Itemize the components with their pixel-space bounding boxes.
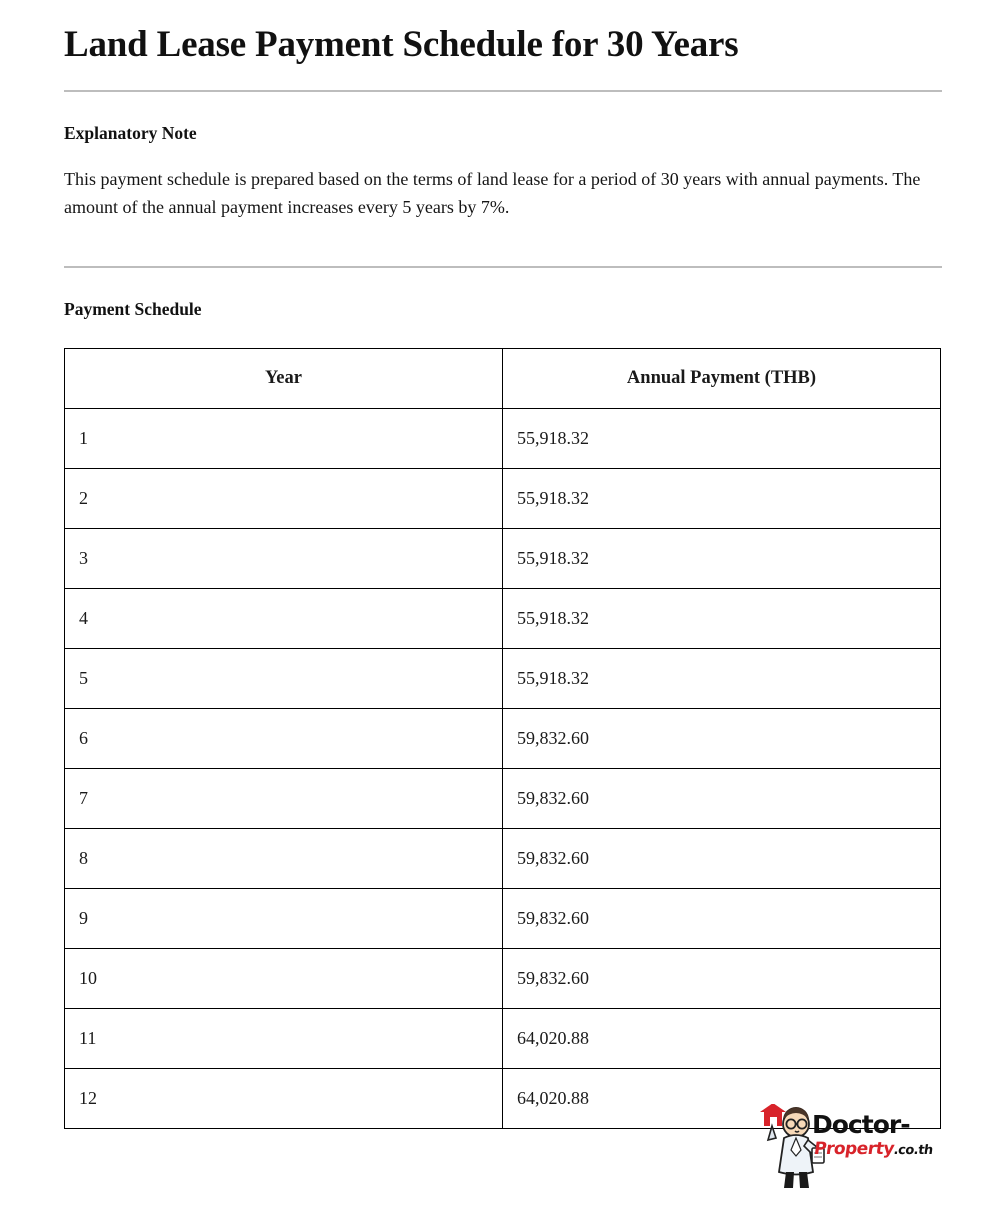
explanatory-note-heading: Explanatory Note bbox=[64, 123, 197, 144]
cell-payment: 59,832.60 bbox=[503, 949, 941, 1009]
column-header-year: Year bbox=[65, 349, 503, 409]
table-row bbox=[65, 649, 941, 709]
cell-year: 8 bbox=[65, 829, 503, 889]
logo-sub-text: Property bbox=[812, 1139, 896, 1159]
cell-payment: 55,918.32 bbox=[503, 409, 941, 469]
table-row bbox=[65, 1009, 941, 1069]
cell-payment: 64,020.88 bbox=[503, 1009, 941, 1069]
table-row bbox=[65, 949, 941, 1009]
table-row bbox=[65, 469, 941, 529]
cell-payment: 55,918.32 bbox=[503, 589, 941, 649]
cell-payment: 64,020.88 bbox=[503, 1069, 941, 1129]
cell-year: 11 bbox=[65, 1009, 503, 1069]
cell-payment: 55,918.32 bbox=[503, 469, 941, 529]
payment-schedule-heading: Payment Schedule bbox=[64, 299, 202, 320]
table-row bbox=[65, 529, 941, 589]
divider-middle bbox=[64, 266, 942, 268]
table-row bbox=[65, 889, 941, 949]
table-header bbox=[65, 349, 941, 409]
cell-payment: 59,832.60 bbox=[503, 889, 941, 949]
table-row bbox=[65, 769, 941, 829]
column-header-annual-payment: Annual Payment (THB) bbox=[503, 349, 941, 409]
cell-year: 3 bbox=[65, 529, 503, 589]
explanatory-note-body: This payment schedule is prepared based on the terms of land lease for a period of 30 years with annual payments. The amount of the annual payment increases every 5 years by 7%. bbox=[64, 169, 921, 218]
table-row bbox=[65, 409, 941, 469]
page-title: Land Lease Payment Schedule for 30 Years bbox=[64, 24, 739, 65]
cell-payment: 59,832.60 bbox=[503, 829, 941, 889]
cell-year: 12 bbox=[65, 1069, 503, 1129]
table-row bbox=[65, 589, 941, 649]
cell-year: 4 bbox=[65, 589, 503, 649]
table-header-row bbox=[65, 349, 941, 409]
cell-year: 2 bbox=[65, 469, 503, 529]
logo-subwordmark bbox=[813, 1141, 934, 1158]
cell-year: 9 bbox=[65, 889, 503, 949]
cell-payment: 55,918.32 bbox=[503, 529, 941, 589]
cell-year: 10 bbox=[65, 949, 503, 1009]
cell-payment: 59,832.60 bbox=[503, 709, 941, 769]
doctor-property-logo bbox=[728, 1098, 944, 1190]
cell-year: 6 bbox=[65, 709, 503, 769]
table-row bbox=[65, 709, 941, 769]
cell-payment: 55,918.32 bbox=[503, 649, 941, 709]
cell-payment: 59,832.60 bbox=[503, 769, 941, 829]
logo-tld: .co.th bbox=[892, 1143, 934, 1158]
cell-year: 7 bbox=[65, 769, 503, 829]
divider-top bbox=[64, 90, 942, 92]
payment-schedule-table bbox=[64, 348, 941, 1129]
logo-wordmark: Doctor- bbox=[812, 1110, 910, 1139]
cell-year: 1 bbox=[65, 409, 503, 469]
table-body bbox=[65, 409, 941, 1129]
cell-year: 5 bbox=[65, 649, 503, 709]
table-row bbox=[65, 829, 941, 889]
